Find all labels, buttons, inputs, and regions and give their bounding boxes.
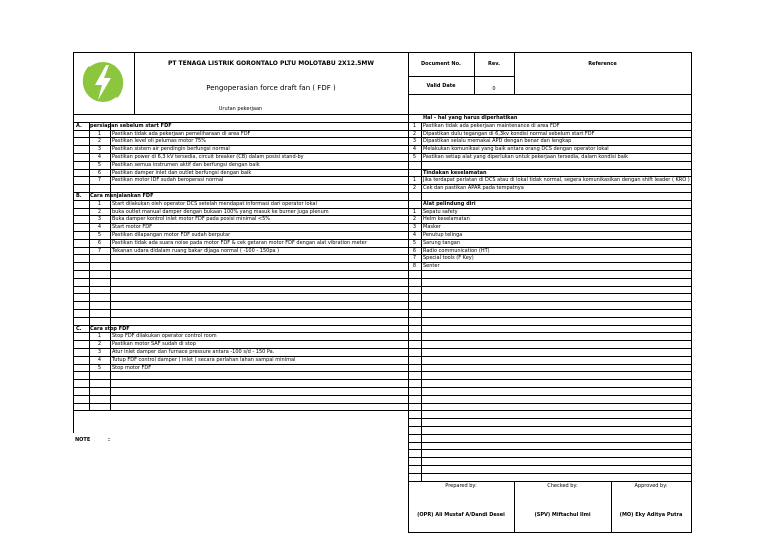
safety-text: Special tools (F Key)	[423, 255, 474, 261]
step-text: Stop FDF dilakukan operator control room	[112, 333, 217, 339]
safety-text: Dipastikan selalu memakai APD dengan benar dan lengkap	[423, 138, 572, 144]
safety-text: Senter	[423, 263, 440, 269]
rev-value: 0	[492, 86, 496, 92]
step-text: Pastikan dilapangan motor FDF sudah berputar	[112, 232, 231, 238]
step-text: Pastikan motor IDF sudah beroperasi normal	[112, 177, 224, 183]
step-text: buka outlet manual damper dengan bukaan 100% yang masuk ke burner juga plenum	[112, 209, 329, 215]
safety-number: 5	[412, 154, 417, 160]
step-number: 4	[97, 224, 102, 230]
approved-by-label: Approved by:	[634, 483, 668, 489]
step-number: 1	[97, 131, 102, 137]
step-text: Pastikan tidak ada pekerjaan pemeliharaan di area FDF	[112, 131, 251, 137]
approved-by-name: (MO) Eky Aditya Putra	[619, 512, 683, 518]
step-text: Pastikan level oli pelumas motor 75%	[112, 138, 206, 144]
document-no-label: Document No.	[421, 61, 461, 67]
step-number: 4	[97, 357, 102, 363]
safety-number: 2	[412, 216, 417, 222]
section-letter: A.	[76, 123, 82, 129]
step-text: Pastikan motor SAF sudah di stop	[112, 341, 196, 347]
block-title: Alat pelindung diri	[423, 201, 476, 207]
step-number: 1	[97, 201, 102, 207]
safety-number: 7	[412, 255, 417, 261]
safety-text: Jika terdapat perlatan di DCS atau di lokal tidak normal, segera komunikasikan dengan shift leader ( KRO )	[423, 177, 690, 183]
safety-number: 3	[412, 138, 417, 144]
safety-number: 5	[412, 240, 417, 246]
safety-number: 1	[412, 177, 417, 183]
step-text: Tutup FDF control damper ( inlet ) secara perlahan lahan sampai minimal	[112, 357, 296, 363]
step-number: 3	[97, 216, 102, 222]
note-colon: :	[108, 437, 110, 443]
step-text: Stop motor FDF	[112, 365, 152, 371]
step-number: 5	[97, 162, 102, 168]
safety-number: 2	[412, 185, 417, 191]
step-number: 3	[97, 349, 102, 355]
step-text: Start motor FDF	[112, 224, 152, 230]
safety-text: Helm keselamatan	[423, 216, 470, 222]
document-title: Pengoperasian force draft fan ( FDF )	[206, 84, 336, 92]
prepared-by-name: (OPR) Ali Mustaf A/Dandi Desei	[417, 512, 505, 518]
note-label: NOTE	[75, 437, 91, 443]
safety-text: Cek dan pastikan APAR pada tempatnya	[423, 185, 524, 191]
urutan-title: Urutan pekerjaan	[218, 106, 263, 112]
section-title: persiapan sebelum start FDF	[90, 123, 172, 129]
safety-text: Melakukan komunikasi yang baik antara orang DCS dengan operator lokal	[423, 146, 609, 152]
step-text: Start dilakukan oleh operator DCS setelah mendapat informasi dari operator lokal	[112, 201, 317, 207]
safety-number: 6	[412, 248, 417, 254]
step-number: 3	[97, 146, 102, 152]
step-number: 5	[97, 232, 102, 238]
section-title: Cara stop FDF	[90, 326, 130, 332]
block-title: Hal - hal yang harus diperhatikan	[423, 115, 518, 121]
safety-text: Pastikan setiap alat yang diperlukan untuk pekerjaan tersedia, dalam kondisi baik	[423, 154, 629, 160]
safety-number: 1	[412, 209, 417, 215]
step-text: Buka damper kontrol inlet motor FDF pada posisi minimal <5%	[112, 216, 271, 222]
prepared-by-label: Prepared by:	[445, 483, 477, 489]
step-number: 6	[97, 240, 102, 246]
safety-number: 8	[412, 263, 417, 269]
company-logo-icon	[78, 57, 128, 107]
step-text: Pastikan tidak ada suara noise pada motor FDF & cek getaran motor FDF dengan alat vibration meter	[112, 240, 367, 246]
safety-number: 1	[412, 123, 417, 129]
section-letter: B.	[76, 193, 82, 199]
block-title: Tindakan keselamatan	[423, 170, 487, 176]
safety-text: Sarung tangan	[423, 240, 460, 246]
reference-label: Reference	[588, 61, 617, 67]
step-number: 2	[97, 138, 102, 144]
checked-by-name: (SPV) Miftachul Ilmi	[534, 512, 591, 518]
step-number: 2	[97, 209, 102, 215]
step-number: 7	[97, 177, 102, 183]
valid-date-label: Valid Date	[426, 83, 456, 89]
company-name: PT TENAGA LISTRIK GORONTALO PLTU MOLOTABU 2X12.5MW	[167, 60, 375, 67]
step-text: Pastikan power di 6,3 kV tersedia, circuit breaker (CB) dalam posisi stand-by	[112, 154, 304, 160]
section-letter: C.	[76, 326, 82, 332]
section-title: Cara menjalankan FDF	[90, 193, 154, 199]
step-text: Pastikan sistem air pendingin berfungsi normal	[112, 146, 230, 152]
step-number: 6	[97, 170, 102, 176]
checked-by-label: Checked by:	[547, 483, 578, 489]
safety-text: Sepatu safety	[423, 209, 458, 215]
step-number: 5	[97, 365, 102, 371]
safety-text: Dipastikan dulu tegangan di 6,3kv kondisi normal sebelum start FDF	[423, 131, 595, 137]
safety-number: 4	[412, 232, 417, 238]
step-text: Pastikan semua instrumen aktif dan berfungsi dengan baik	[112, 162, 260, 168]
safety-text: Pastikan tidak ada pekerjaan maintenance di area FDF	[423, 123, 560, 129]
step-text: Atur inlet damper dan furnace pressure antara -100 s/d - 150 Pa.	[112, 349, 275, 355]
safety-text: Masker	[423, 224, 441, 230]
step-number: 7	[97, 248, 102, 254]
safety-number: 2	[412, 131, 417, 137]
step-text: Pastikan damper inlet dan outlet berfungsi dengan baik	[112, 170, 252, 176]
safety-text: Penutup telinga	[423, 232, 463, 238]
step-number: 2	[97, 341, 102, 347]
safety-number: 4	[412, 146, 417, 152]
step-number: 1	[97, 333, 102, 339]
rev-label: Rev.	[488, 61, 500, 67]
step-number: 4	[97, 154, 102, 160]
safety-text: Radio communication (HT)	[423, 248, 490, 254]
safety-number: 3	[412, 224, 417, 230]
step-text: Tekanan udara didalam ruang bakar dijaga normal ( -100 - 150pa )	[112, 248, 280, 254]
